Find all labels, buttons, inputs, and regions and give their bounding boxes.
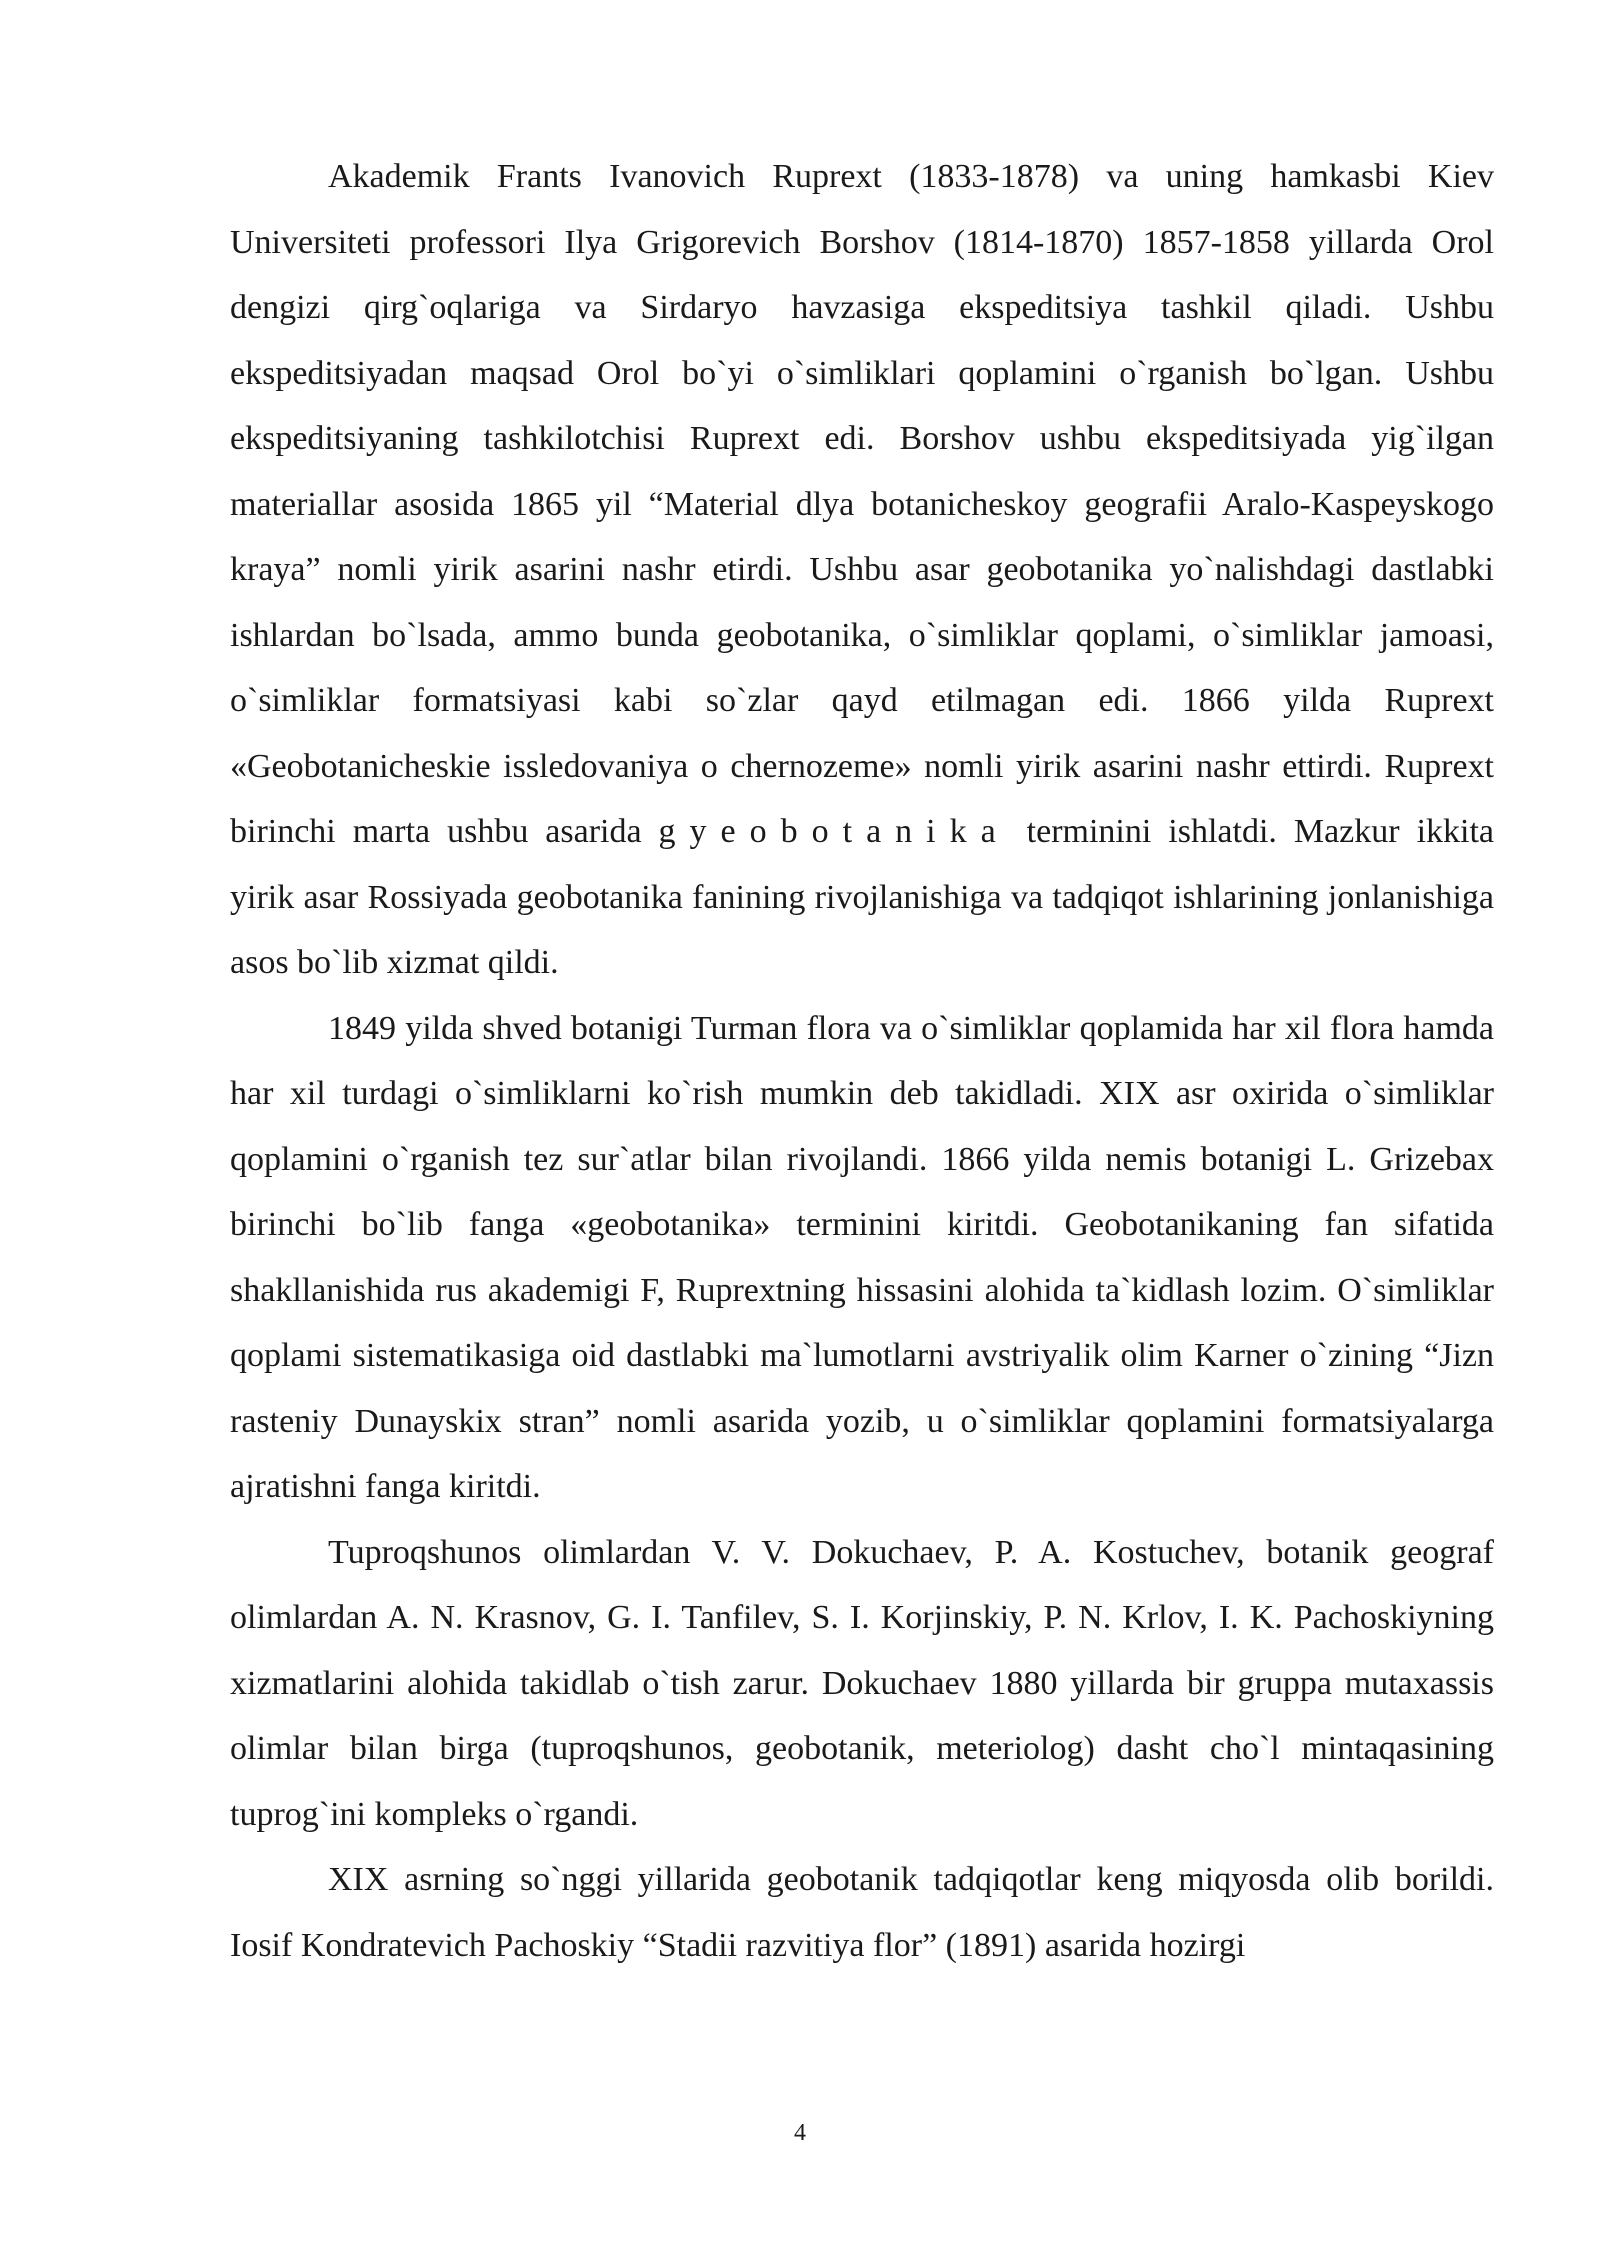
paragraph-turman: 1849 yilda shved botanigi Turman flora va o`simliklar qoplamida har xil flora hamda har xil turdagi o`simliklarni ko`rish mumkin deb takidladi. XIX asr oxirida o`simliklar qoplamini o`rganish tez sur`atlar bilan rivojlandi. 1866 yilda nemis botanigi L. Grizebax birinchi bo`lib fanga «geobotanika» terminini kiritdi. Geobotanikaning fan sifatida shakllanishida rus akademigi F, Ruprextning hissasini alohida ta`kidlash lozim. O`simliklar qoplami sistematikasiga oid dastlabki ma`lumotlarni avstriyalik olim Karner o`zining “Jizn rasteniy Dunayskix stran” nomli asarida yozib, u o`simliklar qoplamini formatsiyalarga ajratishni fanga kiritdi. bbox=[230, 1009, 1494, 1505]
paragraph-text: Akademik Frants Ivanovich Ruprext (1833-1878) va uning hamkasbi Kiev Universiteti professori Ilya Grigorevich Borshov (1814-1870) 1857-1858 yillarda Orol dengizi qirg`oqlariga va Sirdaryo havzasiga ekspeditsiya tashkil qiladi. Ushbu ekspeditsiyadan maqsad Orol bo`yi o`simliklari qoplamini o`rganish bo`lgan. Ushbu ekspeditsiyaning tashkilotchisi Ruprext edi. Borshov ushbu ekspeditsiyada yig`ilgan materiallar asosida 1865 yil “Material dlya botanicheskoy geografii Aralo-Kaspeyskogo kraya” nomli yirik asarini nashr etirdi. Ushbu asar geobotanika yo`nalishdagi dastlabki ishlardan bo`lsada, ammo bunda geobotanika, o`simliklar qoplami, o`simliklar jamoasi, o`simliklar formatsiyasi kabi so`zlar qayd etilmagan edi. 1866 yilda Ruprext «Geobotanicheskie issledovaniya o chernozeme» nomli yirik asarini nashr ettirdi. Ruprext birinchi marta ushbu asarida bbox=[230, 158, 1494, 850]
paragraph-pachoskiy: XIX asrning so`nggi yillarida geobotanik tadqiqotlar keng miqyosda olib borildi. Iosif Kondratevich Pachoskiy “Stadii razvitiya flor” (1891) asarida hozirgi bbox=[230, 1861, 1494, 1964]
paragraph-ruprext-expedition bbox=[230, 144, 1494, 996]
document-page bbox=[230, 144, 1494, 1978]
page-number: 4 bbox=[794, 2120, 806, 2146]
spaced-term: gyeobotanika bbox=[658, 813, 1010, 850]
paragraph-text: terminini ishlatdi. Mazkur ikkita yirik asar Rossiyada geobotanika fanining rivojlanishiga va tadqiqot ishlarining jonlanishiga asos bo`lib xizmat qildi. bbox=[230, 813, 1494, 981]
paragraph-dokuchaev: Tuproqshunos olimlardan V. V. Dokuchaev, P. A. Kostuchev, botanik geograf olimlardan A. N. Krasnov, G. I. Tanfilev, S. I. Korjinskiy, P. N. Krlov, I. K. Pachoskiyning xizmatlarini alohida takidlab o`tish zarur. Dokuchaev 1880 yillarda bir gruppa mutaxassis olimlar bilan birga (tuproqshunos, geobotanik, meteriolog) dasht cho`l mintaqasining tuprog`ini kompleks o`rgandi. bbox=[230, 1533, 1494, 1833]
